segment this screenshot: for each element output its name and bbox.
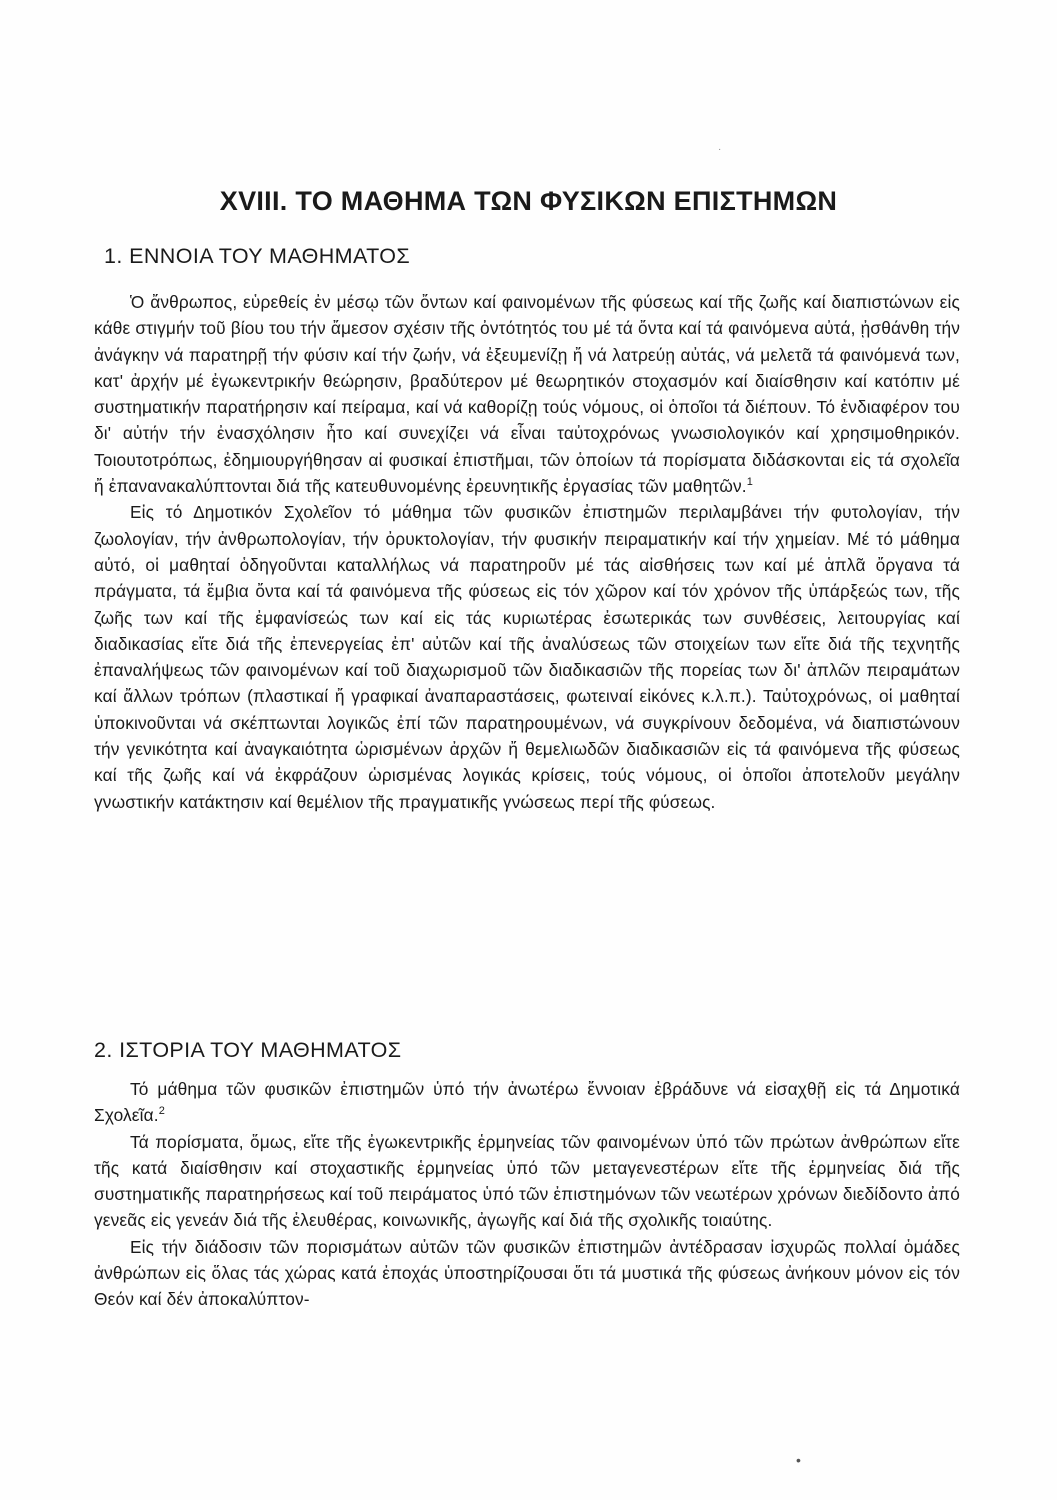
paragraph-text: Εἰς τό Δημοτικόν Σχολεῖον τό μάθημα τῶν φυσικῶν ἐπιστημῶν περιλαμβάνει τήν φυτολογίαν, τήν ζωολογίαν, τήν ἀνθρωπολογίαν, τήν ὀρυκτολογίαν, τήν φυσικήν πειραματικήν καί τήν χημείαν. Μέ τό μάθημα αὐτό, οἱ μαθηταί ὁδηγοῦνται καταλλήλως νά παρατηροῦν μέ τάς αἰσθήσεις των καί μέ ἁπλᾶ ὄργανα τά πράγματα, τά ἔμβια ὄντα καί τά φαινόμενα τῆς φύσεως εἰς τόν χῶρον καί τόν χρόνον τῆς ὑπάρξεώς των, τῆς ζωῆς των καί τῆς ἐμφανίσεώς των καί εἰς τάς κυριωτέρας ἐσωτερικάς των συνθέσεις, λειτουργίας καί διαδικασίας εἴτε διά τῆς ἐπενεργείας ἐπ' αὐτῶν καί τῆς ἀναλύσεως τῶν στοιχείων των εἴτε διά τῆς τεχνητῆς ἐπαναλήψεως τῶν φαινομένων καί τοῦ διαχωρισμοῦ τῶν διαδικασιῶν τῆς πορείας των δι' ἁπλῶν πειραμάτων καί ἄλλων τρόπων (πλαστικαί ἤ γραφικαί ἀναπαραστάσεις, φωτειναί εἰκόνες κ.λ.π.). Ταὐτοχρόνως, οἱ μαθηταί ὑποκινοῦνται νά σκέπτωνται λογικῶς ἐπί τῶν παρατηρουμένων, νά συγκρίνουν δεδομένα, νά διαπιστώνουν τήν γενικότητα καί ἀναγκαιότητα ὡρισμένων ἀρχῶν ἤ θεμελιωδῶν διαδικασιῶν εἰς τά φαινόμενα τῆς φύσεως καί τῆς ζωῆς καί νά ἐκφράζουν ὡρισμένας λογικάς κρίσεις, τούς νόμους, οἱ ὁποῖοι ἀποτελοῦν μεγάλην γνωστικήν κατάκτησιν καί θεμέλιον τῆς πραγματικῆς γνώσεως περί τῆς φύσεως.: [94, 502, 960, 812]
chapter-title: XVIII. ΤΟ ΜΑΘΗΜΑ ΤΩΝ ΦΥΣΙΚΩΝ ΕΠΙΣΤΗΜΩΝ: [219, 186, 838, 216]
paragraph-text: Τά πορίσματα, ὅμως, εἴτε τῆς ἐγωκεντρικῆς ἑρμηνείας τῶν φαινομένων ὑπό τῶν πρώτων ἀνθρώπων εἴτε τῆς κατά διαίσθησιν καί στοχαστικῆς ἑρμηνείας ὑπό τῶν μεταγενεστέρων εἴτε τῆς ἑρμηνείας διά τῆς συστηματικῆς παρατηρήσεως καί τοῦ πειράματος ὑπό τῶν ἐπιστημόνων τῶν νεωτέρων χρόνων διεδίδοντο ἀπό γενεᾶς εἰς γενεάν διά τῆς ἐλευθέρας, κοινωνικῆς, ἀγωγῆς καί διά τῆς σχολικῆς τοιαύτης.: [94, 1131, 960, 1231]
section-2-body: [94, 1076, 960, 1313]
paragraph-text: Εἰς τήν διάδοσιν τῶν πορισμάτων αὐτῶν τῶν φυσικῶν ἐπιστημῶν ἀντέδρασαν ἰσχυρῶς πολλαί ὁμάδες ἀνθρώπων εἰς ὅλας τάς χώρας κατά ἐποχάς ὑποστηρίζουσαι ὅτι τά μυστικά τῆς φύσεως ἀνήκουν μόνον εἰς τόν Θεόν καί δέν ἀποκαλύπτον-: [94, 1236, 960, 1310]
footnote-ref: 2: [158, 1105, 166, 1118]
section-heading-history: 2. ΙΣΤΟΡΙΑ ΤΟΥ ΜΑΘΗΜΑΤΟΣ: [94, 1038, 402, 1062]
paragraph-text: Τό μάθημα τῶν φυσικῶν ἐπιστημῶν ὑπό τήν ἀνωτέρω ἔννοιαν ἐβράδυνε νά εἰσαχθῇ εἰς τά Δημοτικά Σχολεῖα.: [94, 1079, 960, 1126]
scan-speck: ·: [718, 144, 722, 155]
paragraph: [94, 499, 960, 815]
paragraph: [94, 1076, 960, 1129]
scan-speck: •: [796, 1452, 801, 1468]
section-heading-meaning: 1. ΕΝΝΟΙΑ ΤΟΥ ΜΑΘΗΜΑΤΟΣ: [104, 244, 411, 268]
paragraph-text: Ὁ ἄνθρωπος, εὑρεθείς ἐν μέσῳ τῶν ὄντων καί φαινομένων τῆς φύσεως καί τῆς ζωῆς καί διαπιστώνων εἰς κάθε στιγμήν τοῦ βίου του τήν ἄμεσον σχέσιν τῆς ὀντότητός του μέ τά ὄντα καί τά φαινόμενα αὐτά, ᾐσθάνθη τήν ἀνάγκην νά παρατηρῇ τήν φύσιν καί τήν ζωήν, νά ἐξευμενίζῃ ἤ νά λατρεύῃ αὐτάς, νά μελετᾶ τά φαινόμενά των, κατ' ἀρχήν μέ ἐγωκεντρικήν θεώρησιν, βραδύτερον μέ θεωρητικόν στοχασμόν καί διαίσθησιν καί κατόπιν μέ συστηματικήν παρατήρησιν καί πείραμα, καί νά καθορίζῃ τούς νόμους, οἱ ὁποῖοι τά διέπουν. Τό ἐνδιαφέρον του δι' αὐτήν τήν ἐνασχόλησιν ἦτο καί συνεχίζει νά εἶναι ταὐτοχρόνως γνωσιολογικόν καί χρησιμοθηρικόν. Τοιουτοτρόπως, ἐδημιουργήθησαν αἱ φυσικαί ἐπιστῆμαι, τῶν ὁποίων τά πορίσματα διδάσκονται εἰς τά σχολεῖα ἤ ἐπανανακαλύπτονται διά τῆς κατευθυνομένης ἐρευνητικῆς ἐργασίας τῶν μαθητῶν.: [94, 292, 960, 497]
paragraph: [94, 1129, 960, 1234]
section-1-body: [94, 289, 960, 815]
footnote-ref: 1: [746, 476, 753, 489]
paragraph: [94, 1234, 960, 1313]
paragraph: [94, 289, 960, 499]
